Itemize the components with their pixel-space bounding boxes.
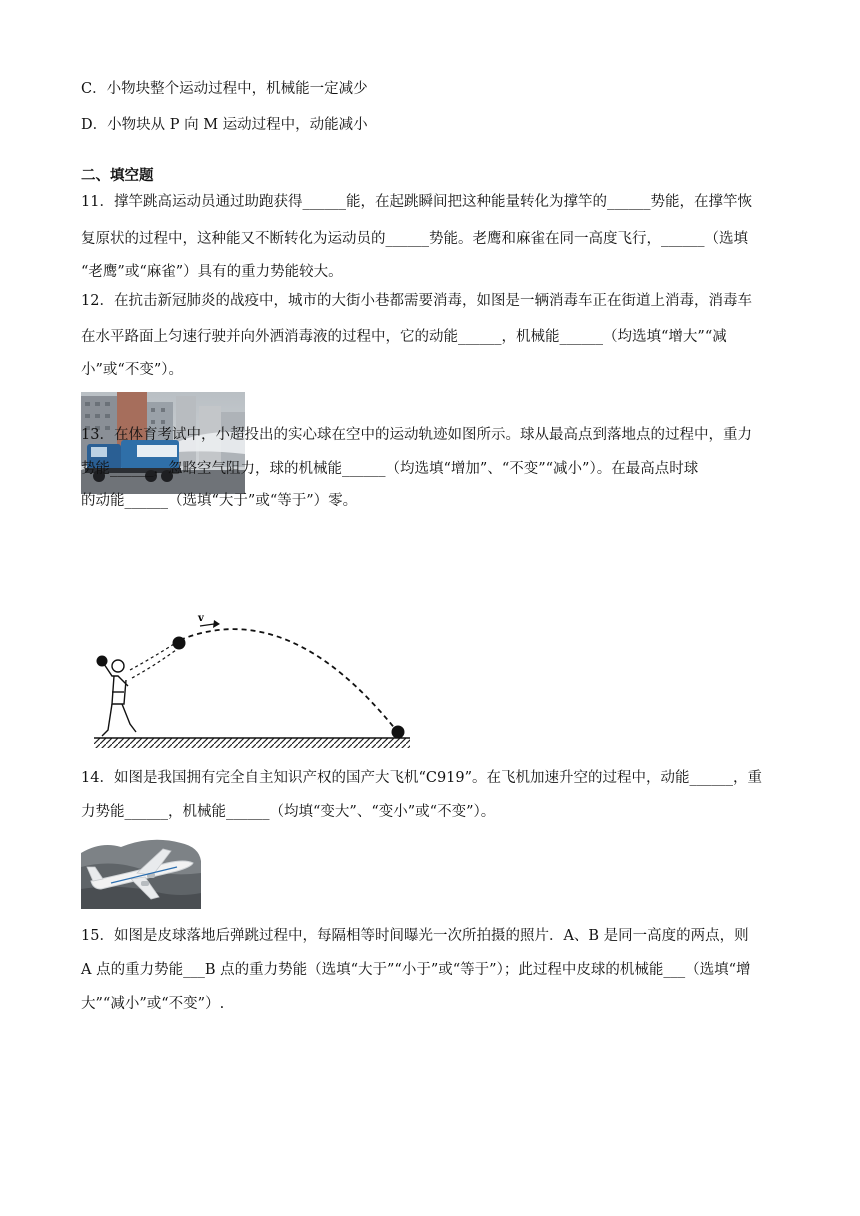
q11-line-1: 11．撑竿跳高运动员通过助跑获得______能，在起跳瞬间把这种能量转化为撑竿的______势能，在撑竿恢 (81, 194, 752, 210)
q14-line-1: 14．如图是我国拥有完全自主知识产权的国产大飞机“C919”。在飞机加速升空的过程中，动能______，重 (81, 770, 763, 786)
q13-line-2: 势能______，忽略空气阻力，球的机械能______（均选填“增加”、“不变”“减小”）。在最高点时球 (81, 461, 699, 477)
section-title: 二、填空题 (81, 168, 154, 184)
q15-line-2: A 点的重力势能___B 点的重力势能（选填“大于”“小于”或“等于”）；此过程中皮球的机械能___（选填“增 (81, 962, 751, 978)
q12-line-2: 在水平路面上匀速行驶并向外洒消毒液的过程中，它的动能______，机械能______（均选填“增大”“减 (81, 329, 727, 345)
q12-line-3: 小”或“不变”）。 (81, 362, 183, 378)
q11-line-2: 复原状的过程中，这种能又不断转化为运动员的______势能。老鹰和麻雀在同一高度飞行，______（选填 (81, 231, 748, 247)
q13-line-1: 13．在体育考试中，小超投出的实心球在空中的运动轨迹如图所示。球从最高点到落地点的过程中，重力 (81, 427, 752, 443)
q11-line-3: “老鹰”或“麻雀”）具有的重力势能较大。 (81, 264, 343, 280)
option-d: D．小物块从 P 向 M 运动过程中，动能减小 (81, 117, 368, 133)
q12-line-1: 12．在抗击新冠肺炎的战疫中，城市的大街小巷都需要消毒，如图是一辆消毒车正在街道上消毒，消毒车 (81, 293, 752, 309)
shot-put-trajectory-diagram (88, 606, 414, 756)
velocity-label: v (198, 613, 204, 624)
q14-line-2: 力势能______，机械能______（均填“变大”、“变小”或“不变”）。 (81, 804, 496, 820)
q13-line-3: 的动能______（选填“大于”或“等于”）零。 (81, 493, 358, 509)
option-c: C．小物块整个运动过程中，机械能一定减少 (81, 81, 368, 97)
c919-airplane-photo (81, 833, 201, 909)
q15-line-1: 15．如图是皮球落地后弹跳过程中，每隔相等时间曝光一次所拍摄的照片．A、B 是同一高度的两点，则 (81, 928, 749, 944)
q15-line-3: 大”“减小”或“不变”）. (81, 996, 225, 1012)
